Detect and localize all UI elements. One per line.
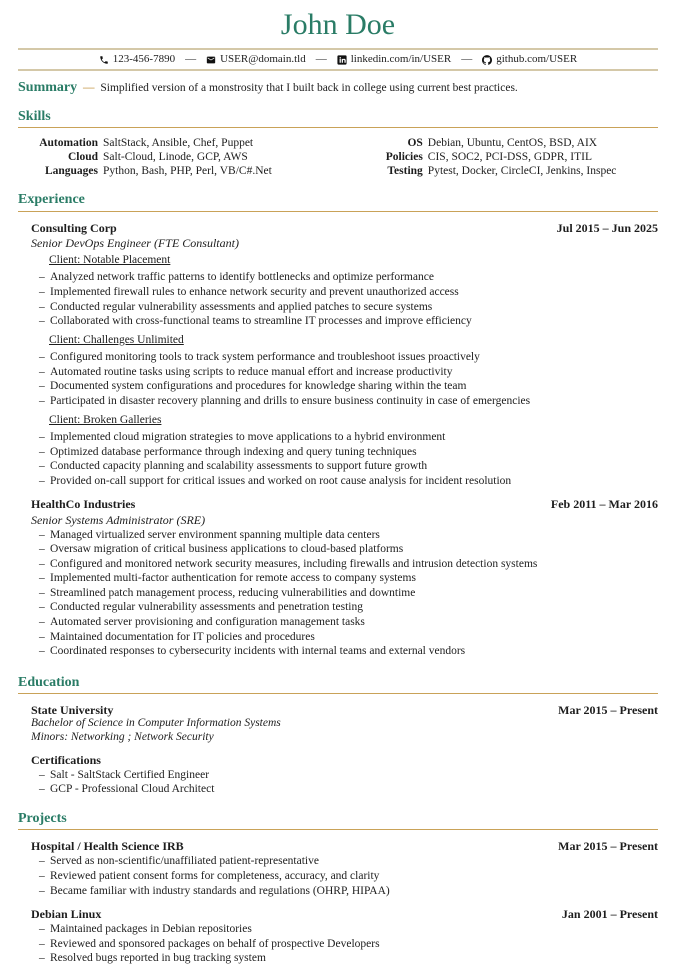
skill-label: OS <box>407 137 423 150</box>
section-experience <box>18 192 658 659</box>
bullet-item: – Coordinated responses to cybersecurity incidents with internal teams and external vendors <box>39 645 658 659</box>
project-name: Hospital / Health Science IRB <box>31 839 184 854</box>
contact-phone-link[interactable] <box>99 53 175 66</box>
github-icon <box>482 55 492 65</box>
skill-label: Testing <box>387 164 423 177</box>
client-heading: Client: Challenges Unlimited <box>49 333 184 346</box>
skills-grid <box>18 137 658 178</box>
bullet-list <box>39 431 658 488</box>
bullet-item: – Oversaw migration of critical business applications to cloud-based platforms <box>39 543 658 557</box>
bullet-list <box>39 923 658 966</box>
page-title: John Doe <box>280 8 396 41</box>
contact-separator: — <box>315 53 327 66</box>
section-title-skills: Skills <box>18 109 658 129</box>
bullet-item: – Configured monitoring tools to track system performance and troubleshoot issues proactively <box>39 351 658 365</box>
bullet-item: – Resolved bugs reported in bug tracking system <box>39 952 658 966</box>
job-dates: Jul 2015 – Jun 2025 <box>556 220 658 235</box>
section-projects <box>18 811 658 966</box>
contact-separator: — <box>185 53 197 66</box>
job-healthco-industries <box>18 497 658 658</box>
bullet-item: – Reviewed and sponsored packages on behalf of prospective Developers <box>39 938 658 952</box>
section-title-education: Education <box>18 675 658 695</box>
bullet-list <box>39 351 658 408</box>
skill-value: SaltStack, Ansible, Chef, Puppet <box>103 137 254 150</box>
bullet-item: – Optimized database performance through indexing and query tuning techniques <box>39 446 658 460</box>
bullet-item: – Collaborated with cross-functional teams to streamline IT processes and improve efficiency <box>39 315 658 329</box>
bullet-item: – Automated server provisioning and configuration management tasks <box>39 616 658 630</box>
bullet-item: – Conducted capacity planning and scalability assessments to support future growth <box>39 460 658 474</box>
bullet-item: – Served as non-scientific/unaffiliated patient-representative <box>39 855 658 869</box>
summary-text: Simplified version of a monstrosity that I built back in college using current best practices. <box>100 82 518 95</box>
job-consulting-corp <box>18 221 658 489</box>
bullet-item: – Implemented cloud migration strategies to move applications to a hybrid environment <box>39 431 658 445</box>
education-header <box>31 703 658 717</box>
client-heading: Client: Notable Placement <box>49 253 171 266</box>
education-dates: Mar 2015 – Present <box>558 703 658 718</box>
bullet-list <box>39 529 658 659</box>
skill-value: Debian, Ubuntu, CentOS, BSD, AIX <box>427 137 598 150</box>
project-hospital-irb <box>18 839 658 898</box>
skill-label: Automation <box>39 137 98 150</box>
bullet-item: – Managed virtualized server environment spanning multiple data centers <box>39 529 658 543</box>
summary-dash: — <box>83 82 95 95</box>
bullet-item: – Automated routine tasks using scripts to reduce manual effort and increase productivity <box>39 366 658 380</box>
phone-icon <box>99 55 109 65</box>
bullet-item: – Provided on-call support for critical issues and worked on root cause analysis for incident resolution <box>39 475 658 489</box>
project-header <box>31 839 658 853</box>
section-skills <box>18 109 658 178</box>
contact-email-link[interactable] <box>206 53 306 66</box>
project-header <box>31 907 658 921</box>
certifications-title: Certifications <box>31 752 101 767</box>
project-dates: Mar 2015 – Present <box>558 839 658 854</box>
contact-linkedin-link[interactable] <box>337 53 452 66</box>
education-school: State University <box>31 703 114 718</box>
bullet-list <box>39 271 658 328</box>
project-debian-linux <box>18 907 658 966</box>
summary-label: Summary <box>18 80 78 96</box>
bullet-item: – Analyzed network traffic patterns to identify bottlenecks and optimize performance <box>39 271 658 285</box>
job-header <box>31 497 658 511</box>
job-company: Consulting Corp <box>31 220 117 235</box>
education-degree: Bachelor of Science in Computer Information Systems <box>31 717 281 730</box>
bullet-item: – Became familiar with industry standards and regulations (OHRP, HIPAA) <box>39 885 658 899</box>
bullet-item: – Maintained documentation for IT policies and procedures <box>39 631 658 645</box>
bullet-item: – Participated in disaster recovery planning and drills to ensure business continuity in case of emergencies <box>39 395 658 409</box>
skill-label: Policies <box>385 150 423 163</box>
bullet-item: – Implemented multi-factor authentication for remote access to company systems <box>39 572 658 586</box>
bullet-item: – Maintained packages in Debian repositories <box>39 923 658 937</box>
education-minors: Minors: Networking ; Network Security <box>31 730 214 743</box>
bullet-item: – Configured and monitored network security measures, including firewalls and intrusion detection systems <box>39 558 658 572</box>
client-heading: Client: Broken Galleries <box>49 413 162 426</box>
education-entry <box>18 703 658 797</box>
summary-row <box>18 80 658 97</box>
skills-column-left <box>18 137 351 178</box>
contact-linkedin-text: linkedin.com/in/USER <box>350 53 452 66</box>
skill-value: CIS, SOC2, PCI-DSS, GDPR, ITIL <box>427 150 593 163</box>
project-name: Debian Linux <box>31 907 102 922</box>
contact-github-link[interactable] <box>482 53 577 66</box>
section-title-experience: Experience <box>18 192 658 212</box>
certification-list <box>39 769 658 797</box>
bullet-item: – Reviewed patient consent forms for completeness, accuracy, and clarity <box>39 870 658 884</box>
contact-bar <box>18 48 658 71</box>
linkedin-icon <box>337 55 347 65</box>
bullet-item: – Implemented firewall rules to enhance network security and prevent unauthorized access <box>39 286 658 300</box>
section-title-projects: Projects <box>18 811 658 831</box>
skill-value: Salt-Cloud, Linode, GCP, AWS <box>103 150 248 163</box>
skills-column-right <box>351 137 658 178</box>
job-role: Senior Systems Administrator (SRE) <box>31 512 206 527</box>
contact-email-text: USER@domain.tld <box>220 53 306 66</box>
skill-label: Languages <box>44 164 98 177</box>
bullet-list <box>39 855 658 898</box>
email-icon <box>206 55 216 65</box>
skill-value: Pytest, Docker, CircleCI, Jenkins, Inspec <box>427 164 617 177</box>
bullet-item: – Streamlined patch management process, reducing vulnerabilities and downtime <box>39 587 658 601</box>
job-dates: Feb 2011 – Mar 2016 <box>550 497 658 512</box>
certification-item: – GCP - Professional Cloud Architect <box>39 783 658 797</box>
bullet-item: – Conducted regular vulnerability assessments and applied patches to secure systems <box>39 301 658 315</box>
contact-phone-text: 123-456-7890 <box>112 53 176 66</box>
job-company: HealthCo Industries <box>31 497 136 512</box>
job-header <box>31 221 658 235</box>
contact-github-text: github.com/USER <box>496 53 578 66</box>
bullet-item: – Conducted regular vulnerability assessments and penetration testing <box>39 601 658 615</box>
skill-value: Python, Bash, PHP, Perl, VB/C#.Net <box>103 164 272 177</box>
job-role: Senior DevOps Engineer (FTE Consultant) <box>31 235 239 250</box>
bullet-item: – Documented system configurations and procedures for knowledge sharing within the team <box>39 380 658 394</box>
project-dates: Jan 2001 – Present <box>561 907 658 922</box>
skill-label: Cloud <box>67 150 98 163</box>
section-education <box>18 675 658 797</box>
contact-separator: — <box>461 53 473 66</box>
certification-item: – Salt - SaltStack Certified Engineer <box>39 769 658 783</box>
